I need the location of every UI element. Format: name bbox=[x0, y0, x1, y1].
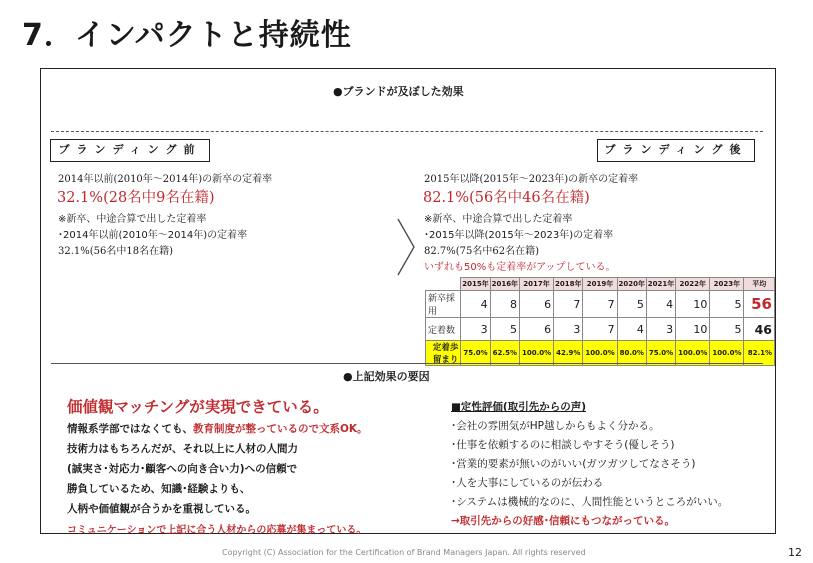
page-number: 12 bbox=[788, 546, 802, 559]
table-cell: 100.0% bbox=[710, 341, 744, 366]
table-header-cell: 2020年 bbox=[617, 278, 646, 291]
table-header-row bbox=[426, 278, 775, 291]
table-cell: 4 bbox=[617, 318, 646, 341]
table-cell: 75.0% bbox=[461, 341, 490, 366]
table-row bbox=[426, 291, 775, 318]
retention-table bbox=[425, 277, 775, 366]
content-frame bbox=[40, 68, 776, 534]
page-title: 7．インパクトと持続性 bbox=[22, 18, 352, 53]
average-cell: 56 bbox=[744, 291, 775, 318]
table-cell: 5 bbox=[617, 291, 646, 318]
table-cell: 5 bbox=[490, 318, 519, 341]
table-cell: 80.0% bbox=[617, 341, 646, 366]
left-line1 bbox=[67, 421, 368, 436]
copyright-footer: Copyright (C) Association for the Certification of Brand Managers Japan. All rights reserved bbox=[222, 548, 586, 557]
table-cell: 5 bbox=[710, 318, 744, 341]
left-line1-emphasis: 教育制度が整っているので文系OK。 bbox=[193, 423, 368, 435]
table-cell: 7 bbox=[583, 318, 617, 341]
list-item: ･人を大事にしているのが伝わる bbox=[451, 477, 604, 489]
before-label: ブランディング前 bbox=[50, 139, 210, 162]
table-cell: 5 bbox=[710, 291, 744, 318]
table-cell: 100.0% bbox=[519, 341, 553, 366]
table-header-cell: 2018年 bbox=[554, 278, 583, 291]
table-cell: 8 bbox=[490, 291, 519, 318]
left-line1-text: 情報系学部ではなくても、 bbox=[67, 423, 193, 435]
dashed-divider bbox=[51, 131, 763, 132]
row-label: 定着歩留まり bbox=[426, 341, 461, 366]
table-corner-cell bbox=[426, 278, 461, 291]
table-row bbox=[426, 341, 775, 366]
list-item: ･会社の雰囲気がHP越しからもよく分かる。 bbox=[451, 420, 660, 432]
left-line6: コミュニケーションで上記に合う人材からの応募が集まっている。 bbox=[67, 525, 367, 536]
table-header-cell: 2015年 bbox=[461, 278, 490, 291]
table-cell: 4 bbox=[646, 291, 675, 318]
list-item: ･システムは機械的なのに、人間性能というところがいい。 bbox=[451, 496, 729, 508]
after-note2: ･2015年以降(2015年～2023年)の定着率 bbox=[424, 230, 614, 241]
table-cell: 100.0% bbox=[583, 341, 617, 366]
table-cell: 75.0% bbox=[646, 341, 675, 366]
table-cell: 42.9% bbox=[554, 341, 583, 366]
left-line3: (誠実さ･対応力･顧客への向き合い力)への信頼で bbox=[67, 463, 298, 475]
after-highlight: 82.1%(56名中46名在籍) bbox=[423, 190, 590, 206]
before-line1: 2014年以前(2010年～2014年)の新卒の定着率 bbox=[58, 174, 273, 185]
table-cell: 3 bbox=[461, 318, 490, 341]
before-highlight: 32.1%(28名中9名在籍) bbox=[57, 190, 215, 206]
row-label: 新卒採用 bbox=[426, 291, 461, 318]
average-cell: 82.1% bbox=[744, 341, 775, 366]
section1-heading: ●ブランドが及ぼした効果 bbox=[333, 85, 464, 98]
table-header-cell: 2019年 bbox=[583, 278, 617, 291]
before-note2: ･2014年以前(2010年～2014年)の定着率 bbox=[58, 230, 248, 241]
list-item: ･営業的要素が無いのがいい(ガツガツしてなさそう) bbox=[451, 458, 696, 470]
after-line1: 2015年以降(2015年～2023年)の新卒の定着率 bbox=[424, 174, 639, 185]
table-header-cell: 2021年 bbox=[646, 278, 675, 291]
qualitative-heading: ■定性評価(取引先からの声) bbox=[451, 401, 587, 413]
table-cell: 7 bbox=[583, 291, 617, 318]
qualitative-conclusion: →取引先からの好感･信頼にもつながっている。 bbox=[451, 515, 676, 527]
table-cell: 6 bbox=[519, 291, 553, 318]
before-note3: 32.1%(56名中18名在籍) bbox=[58, 246, 174, 257]
after-note4: いずれも50%も定着率がアップしている。 bbox=[424, 262, 616, 273]
table-cell: 3 bbox=[646, 318, 675, 341]
table-cell: 62.5% bbox=[490, 341, 519, 366]
table-cell: 10 bbox=[676, 291, 710, 318]
left-line5: 人柄や価値観が合うかを重視している。 bbox=[67, 503, 256, 515]
left-line2: 技術力はもちろんだが、それ以上に人材の人間力 bbox=[67, 443, 298, 455]
chevron-right-icon bbox=[395, 217, 417, 277]
table-header-cell: 2022年 bbox=[676, 278, 710, 291]
table-header-cell: 平均 bbox=[744, 278, 775, 291]
average-cell: 46 bbox=[744, 318, 775, 341]
table-cell: 6 bbox=[519, 318, 553, 341]
table-cell: 3 bbox=[554, 318, 583, 341]
row-label: 定着数 bbox=[426, 318, 461, 341]
before-note1: ※新卒、中途合算で出した定着率 bbox=[58, 214, 207, 225]
table-row bbox=[426, 318, 775, 341]
matching-heading: 価値観マッチングが実現できている。 bbox=[67, 398, 329, 416]
after-label: ブランディング後 bbox=[597, 139, 755, 162]
table-header-cell: 2023年 bbox=[710, 278, 744, 291]
table-cell: 7 bbox=[554, 291, 583, 318]
table-header-cell: 2016年 bbox=[490, 278, 519, 291]
section-divider bbox=[51, 363, 763, 364]
table-cell: 4 bbox=[461, 291, 490, 318]
section2-heading: ●上記効果の要因 bbox=[343, 370, 430, 383]
table-cell: 10 bbox=[676, 318, 710, 341]
list-item: ･仕事を依頼するのに相談しやすそう(優しそう) bbox=[451, 439, 675, 451]
left-line4: 勝負しているため、知識･経験よりも、 bbox=[67, 483, 251, 495]
table-cell: 100.0% bbox=[676, 341, 710, 366]
after-note1: ※新卒、中途合算で出した定着率 bbox=[424, 214, 573, 225]
table-header-cell: 2017年 bbox=[519, 278, 553, 291]
after-note3: 82.7%(75名中62名在籍) bbox=[424, 246, 540, 257]
